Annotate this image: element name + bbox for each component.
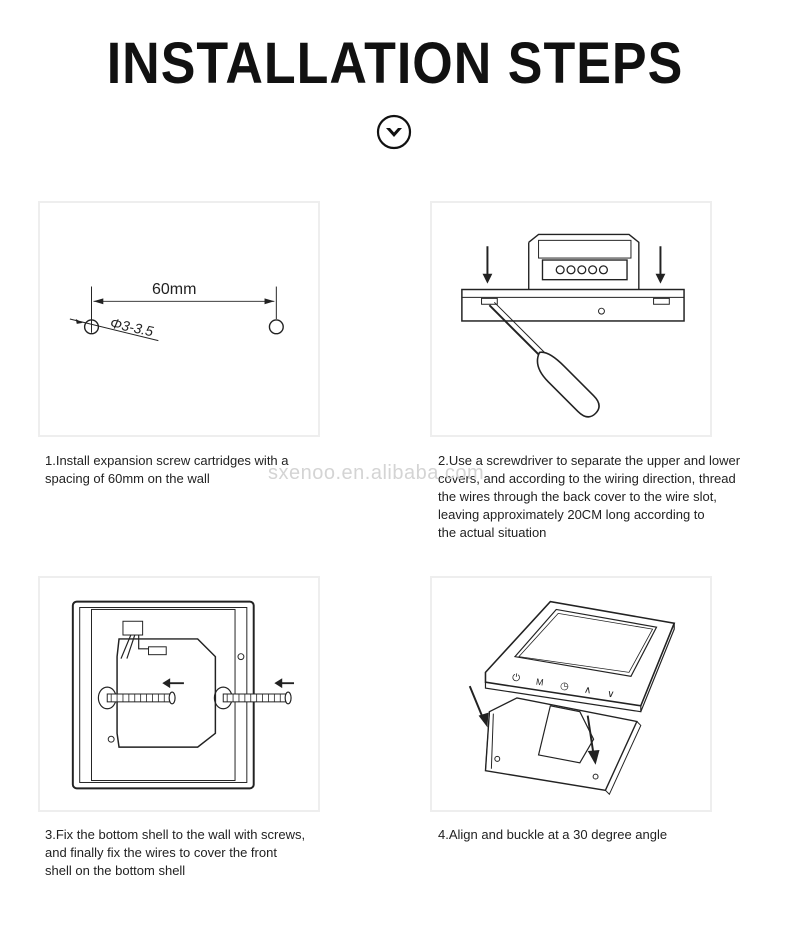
thermostat-power-button: ⏻ — [511, 672, 521, 685]
thermostat-up-button: ∧ — [583, 684, 593, 697]
hole-diameter-label: Φ3-3.5 — [108, 314, 155, 340]
chevron-down-circle-icon — [376, 114, 412, 150]
step-3-diagram — [38, 576, 320, 812]
dimension-label: 60mm — [152, 281, 197, 298]
step-1-caption: 1.Install expansion screw cartridges with a spacing of 60mm on the wall — [45, 453, 289, 486]
page-title: INSTALLATION STEPS — [106, 31, 684, 97]
step-2-diagram — [430, 201, 712, 437]
watermark: sxenoo.en.alibaba.com — [268, 462, 485, 484]
thermostat-mode-button: M — [535, 676, 545, 688]
step-4-caption: 4.Align and buckle at a 30 degree angle — [438, 827, 668, 842]
step-2-caption: 2.Use a screwdriver to separate the upper and lower covers, and according to the wiring direction, thread the wires through the back cover to the wire slot, leaving approximately 20CM long according to the actual situation — [438, 453, 741, 540]
thermostat-down-button: ∨ — [606, 688, 616, 701]
step-4-diagram — [430, 576, 712, 812]
thermostat-clock-button: ◷ — [559, 680, 570, 693]
step-1-diagram — [38, 201, 320, 437]
step-3-caption: 3.Fix the bottom shell to the wall with screws, and finally fix the wires to cover the front shell on the bottom shell — [45, 827, 306, 878]
